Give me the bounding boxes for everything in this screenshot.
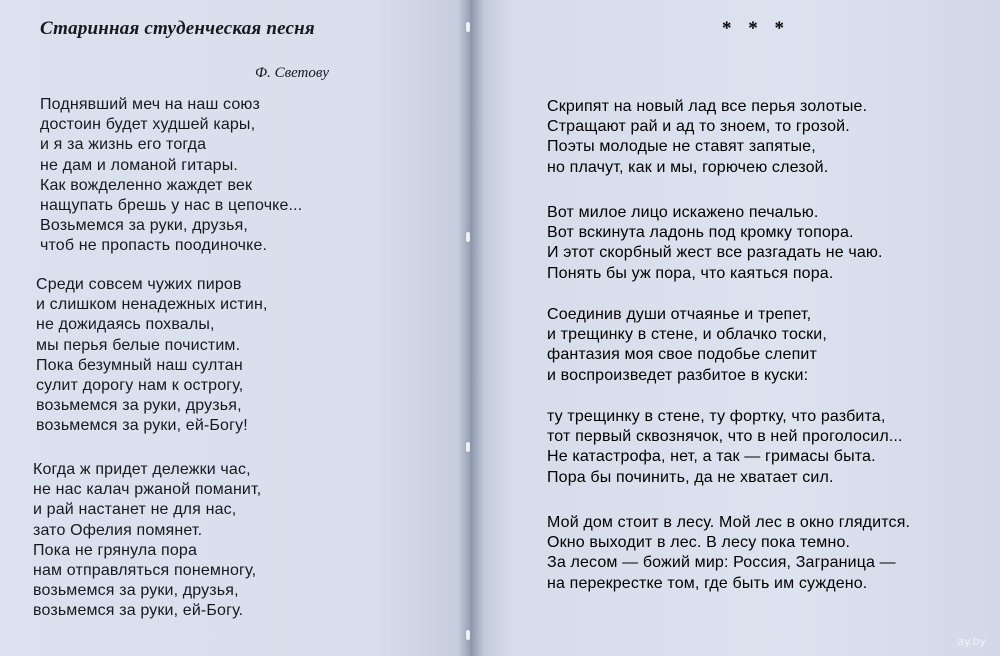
poem-line: возьмемся за руки, ей-Богу! <box>36 417 248 435</box>
poem-line: и трещинку в стене, и облачко тоски, <box>547 326 827 344</box>
poem-line: зато Офелия помянет. <box>33 521 203 539</box>
poem-line: Поднявший меч на наш союз <box>40 96 261 113</box>
right-stanza-1 <box>547 97 867 178</box>
left-stanza-2 <box>36 275 268 437</box>
poem-line: Соединив души отчаянье и трепет, <box>547 306 812 323</box>
poem-line: не дожидаясь похвалы, <box>36 316 215 334</box>
binding-stitch <box>466 22 470 32</box>
right-stanza-5 <box>547 513 910 594</box>
poem-line: и я за жизнь его тогда <box>40 136 207 154</box>
poem-line: Мой дом стоит в лесу. Мой лес в окно глядится. <box>547 514 911 531</box>
poem-dedication: Ф. Светову <box>255 65 330 81</box>
poem-line: Скрипят на новый лад все перья золотые. <box>547 98 868 115</box>
poem-line: возьмемся за руки, друзья, <box>36 397 242 415</box>
poem-line: Возьмемся за руки, друзья, <box>40 217 249 235</box>
watermark: ay.by <box>957 635 986 648</box>
poem-line: Не катастрофа, нет, а так — гримасы быта. <box>547 448 876 466</box>
poem-line: нащупать брешь у нас в цепочке... <box>40 197 303 215</box>
poem-line: Как вожделенно жаждет век <box>40 176 253 194</box>
left-page <box>0 0 470 656</box>
poem-line: сулит дорогу нам к острогу, <box>36 377 244 395</box>
book-gutter <box>458 0 484 656</box>
poem-line: на перекрестке том, где быть им суждено. <box>547 574 868 592</box>
poem-line: фантазия моя свое подобье слепит <box>547 346 817 364</box>
right-stanza-4 <box>547 407 903 488</box>
section-separator: * * * <box>722 18 790 39</box>
poem-line: Вот вскинута ладонь под кромку топора. <box>547 224 854 242</box>
poem-line: возьмемся за руки, ей-Богу. <box>33 602 244 620</box>
poem-line: Вот милое лицо искажено печалью. <box>547 204 819 221</box>
poem-line: возьмемся за руки, друзья, <box>33 582 239 600</box>
poem-line: Среди совсем чужих пиров <box>36 276 242 293</box>
poem-line: За лесом — божий мир: Россия, Заграница — <box>547 554 896 572</box>
poem-line: чтоб не пропасть поодиночке. <box>40 237 268 255</box>
poem-line: ту трещинку в стене, ту фортку, что разбита, <box>547 408 886 425</box>
binding-stitch <box>466 232 470 242</box>
poem-line: не нас калач ржаной поманит, <box>33 481 262 499</box>
poem-line: Окно выходит в лес. В лесу пока темно. <box>547 534 851 552</box>
binding-stitch <box>466 442 470 452</box>
poem-line: и воспроизведет разбитое в куски: <box>547 366 809 384</box>
poem-line: мы перья белые почистим. <box>36 336 241 354</box>
poem-line: и рай настанет не для нас, <box>33 501 237 519</box>
poem-title: Старинная студенческая песня <box>40 18 315 39</box>
poem-line: но плачут, как и мы, горючею слезой. <box>547 158 829 176</box>
left-stanza-3 <box>33 460 261 622</box>
poem-line: нам отправляться понемногу, <box>33 562 257 580</box>
right-stanza-3 <box>547 305 827 386</box>
poem-line: и слишком ненадежных истин, <box>36 296 268 314</box>
right-stanza-2 <box>547 203 883 284</box>
binding-stitch <box>466 630 470 640</box>
left-stanza-1 <box>40 95 302 257</box>
poem-line: Пока не грянула пора <box>33 541 198 559</box>
poem-line: Понять бы уж пора, что каяться пора. <box>547 264 834 282</box>
poem-line: Поэты молодые не ставят запятые, <box>547 138 816 156</box>
poem-line: не дам и ломаной гитары. <box>40 156 238 174</box>
poem-line: Пока безумный наш султан <box>36 356 243 374</box>
poem-line: И этот скорбный жест все разгадать не чаю. <box>547 244 883 262</box>
poem-line: Когда ж придет дележки час, <box>33 461 251 478</box>
poem-line: Пора бы починить, да не хватает сил. <box>547 468 834 486</box>
poem-line: Стращают рай и ад то зноем, то грозой. <box>547 118 850 136</box>
poem-line: достоин будет худшей кары, <box>40 116 256 134</box>
poem-line: тот первый сквознячок, что в ней проголосил... <box>547 428 903 446</box>
